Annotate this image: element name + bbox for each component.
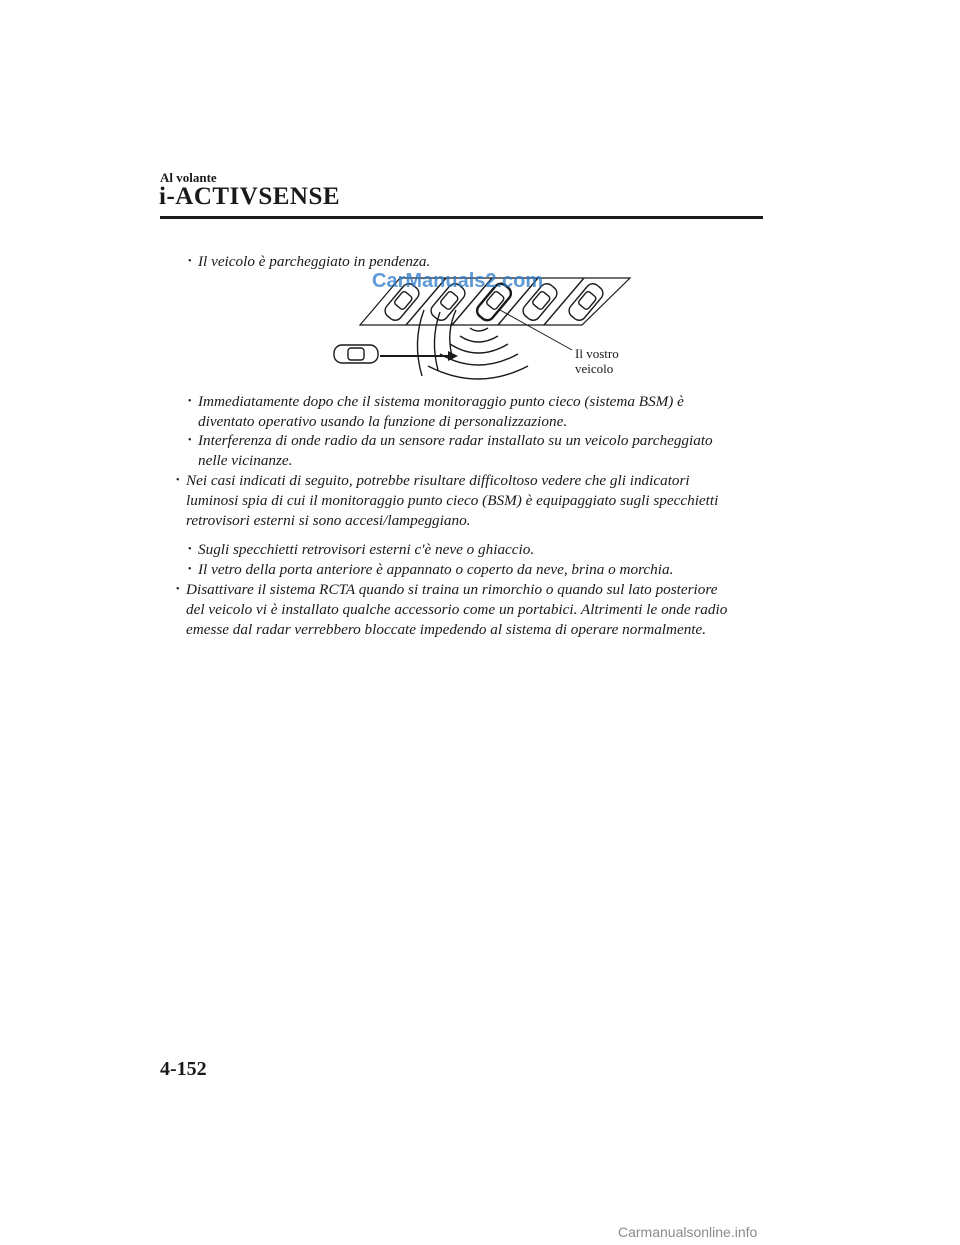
list-item: Il veicolo è parcheggiato in pendenza. xyxy=(198,253,431,270)
footer-url: Carmanualsonline.info xyxy=(618,1224,758,1240)
list-item: retrovisori esterni si sono accesi/lampeggiano. xyxy=(186,512,471,529)
bullet: • xyxy=(176,584,180,595)
title-rule xyxy=(160,216,763,219)
list-item: nelle vicinanze. xyxy=(198,452,293,469)
bullet: • xyxy=(188,435,192,446)
list-item: luminosi spia di cui il monitoraggio punto cieco (BSM) è equipaggiato sugli specchietti xyxy=(186,492,719,509)
list-item: del veicolo vi è installato qualche accessorio come un portabici. Altrimenti le onde radio xyxy=(186,601,728,618)
list-item: Sugli specchietti retrovisori esterni c'è neve o ghiaccio. xyxy=(198,541,535,558)
list-item: emesse dal radar verrebbero bloccate impedendo al sistema di operare normalmente. xyxy=(186,621,707,638)
watermark: CarManuals2.com xyxy=(372,270,544,292)
list-item: diventato operativo usando la funzione di personalizzazione. xyxy=(198,413,568,430)
bullet: • xyxy=(188,564,192,575)
list-item: Disattivare il sistema RCTA quando si traina un rimorchio o quando sul lato posteriore xyxy=(186,581,718,598)
bullet: • xyxy=(188,544,192,555)
bullet: • xyxy=(176,475,180,486)
callout-label: Il vostro veicolo xyxy=(575,346,619,376)
page-number: 4-152 xyxy=(160,1058,207,1080)
list-item: Interferenza di onde radio da un sensore radar installato su un veicolo parcheggiato xyxy=(198,432,713,449)
list-item: Il vetro della porta anteriore è appannato o coperto da neve, brina o morchia. xyxy=(198,561,674,578)
section-title: i-ACTIVSENSE xyxy=(159,183,341,210)
list-item: Nei casi indicati di seguito, potrebbe risultare difficoltoso vedere che gli indicatori xyxy=(186,472,690,489)
list-item: Immediatamente dopo che il sistema monitoraggio punto cieco (sistema BSM) è xyxy=(198,393,684,410)
bullet: • xyxy=(188,396,192,407)
section-label: Al volante xyxy=(160,170,217,185)
bullet: • xyxy=(188,256,192,267)
